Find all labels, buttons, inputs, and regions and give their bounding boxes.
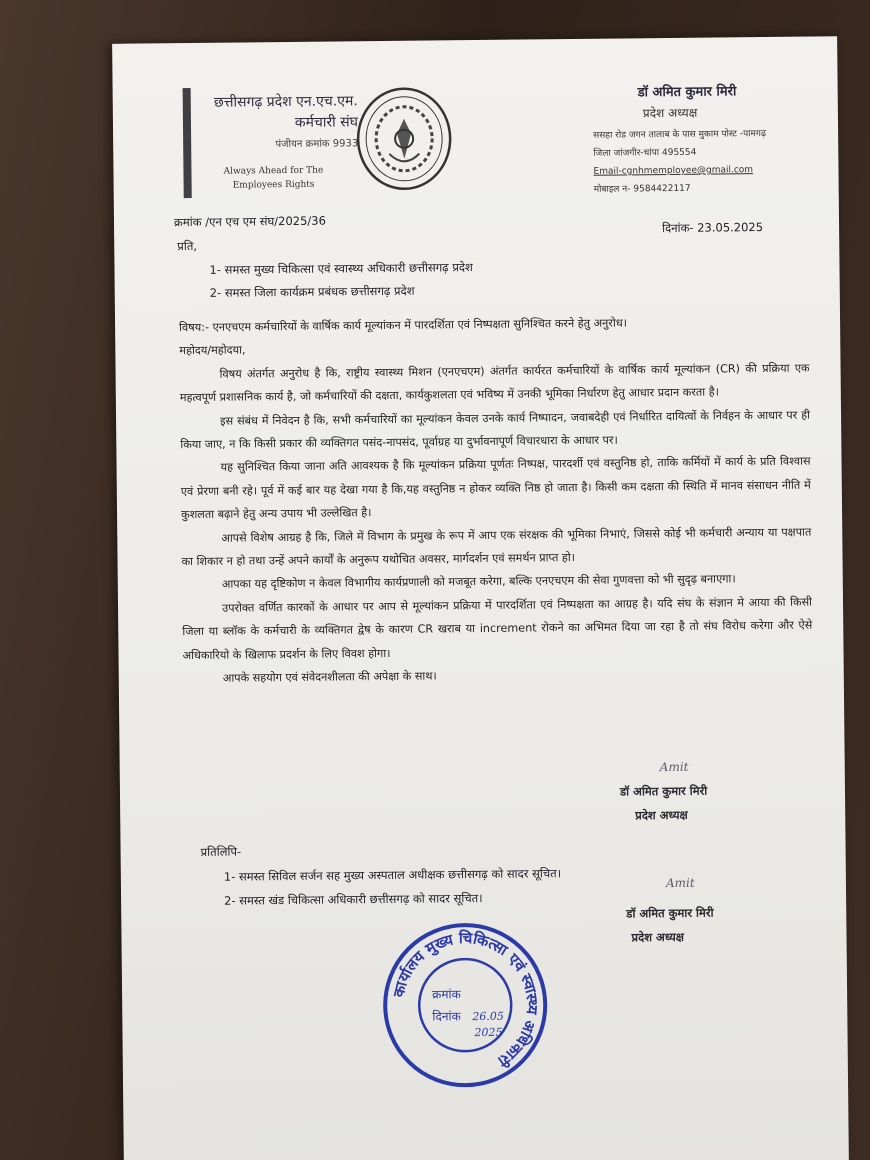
to-label: प्रति, bbox=[177, 238, 198, 254]
org-name-line1: छत्तीसगढ़ प्रदेश एन.एच.एम. bbox=[213, 93, 358, 111]
paragraph-2: इस संबंध में निवेदन है कि, सभी कर्मचारियों का मूल्यांकन केवल उनके कार्य निष्पादन, जवाबदेही एवं निर्धारित दायित्वों के निर्वहन के आधार पर ही किया जाए, न कि किसी प्रकार की व्यक्तिगत पसंद-नापसंद, पूर्वाग्रह या दुर्भावनापूर्ण विचारधारा के आधार पर। bbox=[180, 408, 811, 452]
address-line1: ससहा रोड जगन तालाब के पास मुकाम पोस्ट -पामगढ़ bbox=[593, 128, 767, 141]
address-line2: जिला जांजगीर-चांपा 495554 bbox=[593, 147, 697, 159]
paragraph-3: यह सुनिश्चित किया जाना अति आवश्यक है कि मूल्यांकन प्रक्रिया पूर्णतः निष्पक्ष, पारदर्शी एवं वस्तुनिष्ठ हो, ताकि कर्मियों में कार्य के प्रति विश्वास एवं प्रेरणा बनी रहे। पूर्व में कई बार यह देखा गया है कि,यह वस्तुनिष्ठ न होकर व्यक्ति निष्ठ हो जाता है। किसी कम दक्षता की स्थिति में मानव संसाधन नीति में कुशलता बढ़ाने हेतु अन्य उपाय भी उल्लेखित है। bbox=[180, 454, 811, 522]
paragraph-4: आपसे विशेष आग्रह है कि, जिले में विभाग के प्रमुख के रूप में आप एक संरक्षक की भूमिका निभाएं, जिससे कोई भी कर्मचारी अन्याय या पक्षपात का शिकार न हो तथा उन्हें अपने कार्यों के अनुरूप यथोचित अवसर, मार्गदर्शन एवं समर्थन प्राप्त हो। bbox=[181, 525, 812, 569]
stamp-outer-ring bbox=[384, 924, 546, 1086]
stamp-handwritten-date: 26.05 bbox=[472, 1009, 504, 1024]
org-tagline bbox=[198, 163, 348, 193]
union-emblem-icon bbox=[349, 78, 460, 199]
stamp-handwritten-year: 2025 bbox=[474, 1025, 503, 1040]
president-title: प्रदेश अध्यक्ष bbox=[642, 105, 698, 121]
paragraph-5: आपका यह दृष्टिकोण न केवल विभागीय कार्यप्रणाली को मजबूत करेगा, बल्कि एनएचएम की सेवा गुणवत्ता को भी सुदृढ़ बनाएगा। bbox=[221, 572, 736, 592]
stamp-inner-line2: दिनांक bbox=[432, 1009, 461, 1024]
paragraph-1: विषय अंतर्गत अनुरोध है कि, राष्ट्रीय स्वास्थ्य मिशन (एनएचएम) अंतर्गत कार्यरत कर्मचारियों के वार्षिक कार्य मूल्यांकन (CR) की प्रक्रिया एक महत्वपूर्ण प्रशासनिक कार्य है, जो कर्मचारियों की दक्षता, कार्यकुशलता एवं भविष्य में उनकी भूमिका निर्धारण हेतु आधार प्रदान करता है। bbox=[179, 361, 810, 405]
letter-page bbox=[112, 36, 849, 1160]
org-tagline-line2: Employees Rights bbox=[232, 179, 315, 191]
signature-title: प्रदेश अध्यक्ष bbox=[635, 807, 688, 823]
org-name bbox=[188, 91, 358, 135]
letterhead-address bbox=[593, 124, 824, 198]
org-registration: पंजीयन क्रमांक 9933 bbox=[275, 138, 359, 151]
stamp-ring-textpath: कार्यालय मुख्य चिकित्सा एवं स्वास्थ्य अधिकारी bbox=[389, 929, 542, 1071]
recipient-2: 2- समस्त जिला कार्यक्रम प्रबंधक छत्तीसगढ़ प्रदेश bbox=[209, 283, 415, 300]
stamp-inner-line1: क्रमांक bbox=[432, 987, 461, 1002]
org-name-line2: कर्मचारी संघ bbox=[294, 114, 359, 131]
subject-line: विषय:- एनएचएम कर्मचारियों के वार्षिक कार्य मूल्यांकन में पारदर्शिता एवं निष्पक्षता सुनिश्चित करने हेतु अनुरोध। bbox=[179, 316, 628, 335]
signature-name: डॉ अमित कुमार मिरी bbox=[619, 783, 708, 799]
official-stamp bbox=[379, 919, 551, 1091]
copy-signature-scribble: Amit bbox=[665, 875, 695, 891]
email-link[interactable]: Email-cgnhmemployee@gmail.com bbox=[593, 165, 754, 177]
signature-scribble: Amit bbox=[659, 759, 689, 775]
letter-body bbox=[179, 310, 813, 691]
reference-number: क्रमांक /एन एच एम संघ/2025/36 bbox=[173, 213, 326, 230]
president-name: डॉ अमित कुमार मिरी bbox=[637, 84, 737, 101]
org-tagline-line1: Always Ahead for The bbox=[223, 165, 324, 177]
paragraph-7: आपके सहयोग एवं संवेदनशीलता की अपेक्षा के साथ। bbox=[222, 669, 437, 685]
copy-signature-title: प्रदेश अध्यक्ष bbox=[631, 929, 685, 945]
copy-item-2: 2- समस्त खंड चिकित्सा अधिकारी छत्तीसगढ़ को सादर सूचित। bbox=[224, 890, 483, 908]
letter-date: दिनांक- 23.05.2025 bbox=[662, 220, 764, 236]
salutation: महोदय/महोदया, bbox=[179, 343, 246, 358]
mobile-number: मोबाइल न- 9584422117 bbox=[593, 183, 691, 195]
copy-signature-name: डॉ अमित कुमार मिरी bbox=[626, 905, 714, 921]
copy-label: प्रतिलिपि- bbox=[200, 844, 242, 859]
copy-item-1: 1- समस्त सिविल सर्जन सह मुख्य अस्पताल अधीक्षक छत्तीसगढ़ को सादर सूचित। bbox=[223, 866, 562, 884]
paragraph-6: उपरोक्त वर्णित कारकों के आधार पर आप से मूल्यांकन प्रक्रिया में पारदर्शिता एवं निष्पक्षता का आग्रह है। यदि संघ के संज्ञान मे आया की किसी जिला या ब्लॉक के कर्मचारी के व्यक्तिगत द्वेष के कारण CR खराब या increment रोकने का अभिमत दिया जा रहा है तो संघ विरोध करेगा और ऐसे अधिकारियो के खिलाफ प्रदर्शन के लिए विवश होगा। bbox=[182, 595, 813, 662]
recipient-1: 1- समस्त मुख्य चिकित्सा एवं स्वास्थ्य अधिकारी छत्तीसगढ़ प्रदेश bbox=[209, 260, 473, 277]
